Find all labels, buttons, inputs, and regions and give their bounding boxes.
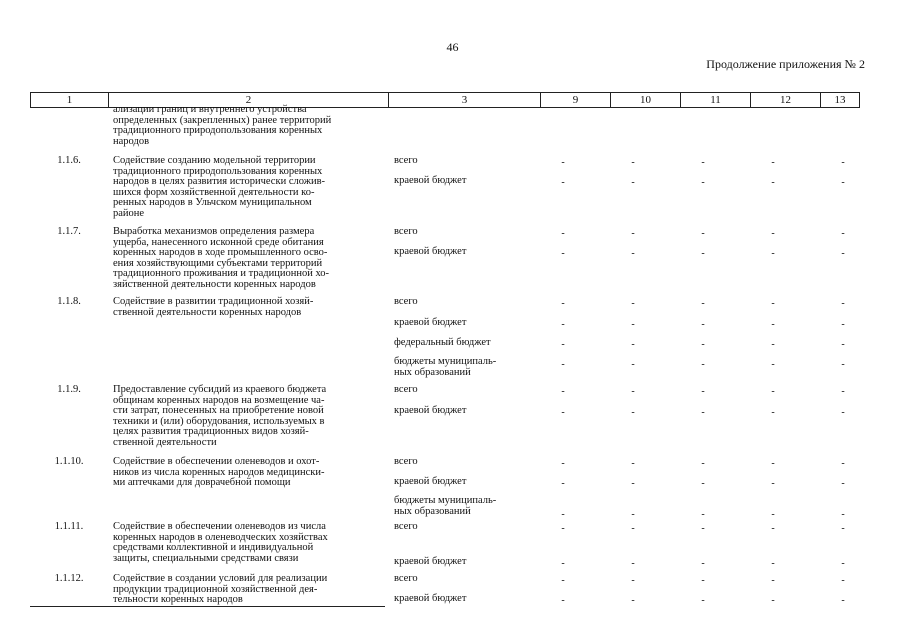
value-dash: - — [631, 458, 635, 469]
source-label: краевой бюджет — [394, 175, 467, 186]
value-dash: - — [841, 509, 845, 520]
col-header-1: 1 — [30, 93, 108, 107]
row-desc-line: тельности коренных народов — [113, 594, 243, 605]
value-dash: - — [841, 478, 845, 489]
row-desc-line: ственной деятельности — [113, 436, 217, 448]
value-dash: - — [701, 523, 705, 534]
continued-desc-line: ализации границ и внутреннего устройства — [113, 104, 307, 115]
value-dash: - — [561, 458, 565, 469]
source-label: всего — [394, 155, 418, 166]
row-desc-line: народов в целях развития исторически сложив- — [113, 176, 326, 187]
value-dash: - — [841, 558, 845, 569]
value-dash: - — [841, 523, 845, 534]
row-desc-line: ми аптечками для доврачебной помощи — [113, 477, 291, 488]
row-number: 1.1.8. — [57, 296, 81, 307]
value-dash: - — [561, 319, 565, 330]
value-dash: - — [841, 339, 845, 350]
value-dash: - — [771, 558, 775, 569]
row-number: 1.1.11. — [54, 521, 84, 532]
row-desc-line: Содействие созданию модельной территории — [113, 155, 316, 166]
source-label: всего — [394, 384, 418, 395]
value-dash: - — [841, 157, 845, 168]
value-dash: - — [561, 228, 565, 239]
row-number: 1.1.6. — [57, 155, 81, 166]
value-dash: - — [841, 407, 845, 418]
value-dash: - — [701, 407, 705, 418]
value-dash: - — [771, 407, 775, 418]
col-header-11: 11 — [680, 93, 750, 107]
value-dash: - — [561, 386, 565, 397]
value-dash: - — [771, 458, 775, 469]
value-dash: - — [771, 509, 775, 520]
value-dash: - — [631, 177, 635, 188]
value-dash: - — [561, 157, 565, 168]
row-number: 1.1.12. — [54, 573, 84, 584]
value-dash: - — [771, 595, 775, 606]
value-dash: - — [771, 575, 775, 586]
value-dash: - — [701, 595, 705, 606]
value-dash: - — [701, 157, 705, 168]
row-desc-line: традиционного природопользования коренных — [113, 165, 323, 177]
value-dash: - — [701, 298, 705, 309]
page-number: 46 — [446, 40, 459, 54]
value-dash: - — [631, 509, 635, 520]
value-dash: - — [771, 523, 775, 534]
source-label: ных образований — [394, 505, 471, 517]
source-label: краевой бюджет — [394, 317, 467, 328]
value-dash: - — [631, 157, 635, 168]
value-dash: - — [561, 523, 565, 534]
source-label: краевой бюджет — [394, 476, 467, 487]
value-dash: - — [841, 458, 845, 469]
value-dash: - — [631, 228, 635, 239]
value-dash: - — [561, 407, 565, 418]
value-dash: - — [631, 478, 635, 489]
col-header-13: 13 — [820, 93, 860, 107]
col-header-2: 2 — [108, 93, 388, 107]
bottom-rule — [30, 606, 385, 607]
source-label: бюджеты муниципаль- — [394, 356, 497, 367]
value-dash: - — [561, 359, 565, 370]
row-desc-line: ственной деятельности коренных народов — [113, 306, 302, 318]
row-desc-line: общинам коренных народов на возмещение ча- — [113, 394, 325, 406]
continued-desc-line: определенных (закрепленных) ранее территорий — [113, 114, 332, 126]
value-dash: - — [701, 509, 705, 520]
value-dash: - — [841, 298, 845, 309]
value-dash: - — [771, 319, 775, 330]
value-dash: - — [631, 575, 635, 586]
value-dash: - — [701, 359, 705, 370]
value-dash: - — [631, 359, 635, 370]
row-desc-line: Содействие в обеспечении оленеводов из числа — [113, 521, 326, 532]
value-dash: - — [771, 157, 775, 168]
continued-desc-line: народов — [113, 135, 150, 147]
value-dash: - — [701, 575, 705, 586]
row-desc-line: районе — [113, 207, 145, 219]
value-dash: - — [701, 386, 705, 397]
row-desc-line: Предоставление субсидий из краевого бюджета — [113, 384, 327, 395]
value-dash: - — [771, 359, 775, 370]
source-label: всего — [394, 456, 418, 467]
col-header-9: 9 — [540, 93, 610, 107]
row-desc-line: ения хозяйствующими субъектами территорий — [113, 257, 323, 269]
source-label: всего — [394, 521, 418, 532]
value-dash: - — [561, 177, 565, 188]
row-desc-line: Содействие в развитии традиционной хозяй- — [113, 296, 314, 307]
source-label: краевой бюджет — [394, 405, 467, 416]
value-dash: - — [841, 359, 845, 370]
row-desc-line: шихся форм хозяйственной деятельности ко- — [113, 186, 315, 198]
value-dash: - — [701, 458, 705, 469]
value-dash: - — [841, 595, 845, 606]
value-dash: - — [771, 177, 775, 188]
source-label: краевой бюджет — [394, 593, 467, 604]
value-dash: - — [631, 523, 635, 534]
value-dash: - — [561, 248, 565, 259]
value-dash: - — [841, 177, 845, 188]
value-dash: - — [701, 177, 705, 188]
source-label: ных образований — [394, 366, 471, 378]
row-desc-line: ущерба, нанесенного исконной среде обитания — [113, 236, 324, 248]
source-label: всего — [394, 573, 418, 584]
row-desc-line: Содействие в обеспечении оленеводов и охот- — [113, 456, 320, 467]
value-dash: - — [631, 298, 635, 309]
value-dash: - — [631, 248, 635, 259]
value-dash: - — [771, 386, 775, 397]
value-dash: - — [631, 595, 635, 606]
row-desc-line: целях развития традиционных видов хозяй- — [113, 426, 309, 437]
value-dash: - — [631, 386, 635, 397]
value-dash: - — [561, 595, 565, 606]
value-dash: - — [771, 478, 775, 489]
row-desc-line: средствами коллективной и индивидуальной — [113, 542, 314, 553]
row-desc-line: ренных народов в Ульчском муниципальном — [113, 197, 312, 208]
value-dash: - — [701, 228, 705, 239]
value-dash: - — [701, 319, 705, 330]
value-dash: - — [701, 478, 705, 489]
source-label: краевой бюджет — [394, 556, 467, 567]
col-header-10: 10 — [610, 93, 680, 107]
row-desc-line: коренных народов в оленеводческих хозяйствах — [113, 531, 328, 543]
value-dash: - — [631, 319, 635, 330]
source-label: краевой бюджет — [394, 246, 467, 257]
col-header-3: 3 — [388, 93, 540, 107]
row-desc-line: ников из числа коренных народов медицински- — [113, 466, 325, 478]
value-dash: - — [841, 386, 845, 397]
row-desc-line: традиционного проживания и традиционной хо- — [113, 268, 330, 279]
row-desc-line: защиты, специальными средствами связи — [113, 552, 299, 564]
value-dash: - — [771, 228, 775, 239]
source-label: всего — [394, 226, 418, 237]
value-dash: - — [841, 228, 845, 239]
source-label: федеральный бюджет — [394, 337, 491, 348]
value-dash: - — [841, 575, 845, 586]
continued-desc-line: традиционного природопользования коренных — [113, 125, 323, 136]
row-number: 1.1.10. — [54, 456, 84, 467]
value-dash: - — [701, 558, 705, 569]
continuation-label: Продолжение приложения № 2 — [706, 57, 865, 71]
value-dash: - — [771, 248, 775, 259]
value-dash: - — [561, 558, 565, 569]
value-dash: - — [561, 575, 565, 586]
row-desc-line: Содействие в создании условий для реализации — [113, 573, 328, 584]
value-dash: - — [561, 509, 565, 520]
value-dash: - — [841, 248, 845, 259]
value-dash: - — [771, 339, 775, 350]
row-desc-line: коренных народов в ходе промышленного осво- — [113, 247, 328, 258]
value-dash: - — [631, 339, 635, 350]
value-dash: - — [561, 339, 565, 350]
source-label: всего — [394, 296, 418, 307]
row-desc-line: сти затрат, понесенных на приобретение новой — [113, 405, 324, 416]
value-dash: - — [631, 558, 635, 569]
row-number: 1.1.7. — [57, 226, 81, 237]
row-desc-line: Выработка механизмов определения размера — [113, 226, 315, 237]
row-number: 1.1.9. — [57, 384, 81, 395]
source-label: бюджеты муниципаль- — [394, 495, 497, 506]
row-desc-line: продукции традиционной хозяйственной дея- — [113, 583, 318, 595]
value-dash: - — [771, 298, 775, 309]
value-dash: - — [841, 319, 845, 330]
value-dash: - — [701, 248, 705, 259]
value-dash: - — [631, 407, 635, 418]
col-header-12: 12 — [750, 93, 820, 107]
value-dash: - — [561, 478, 565, 489]
value-dash: - — [561, 298, 565, 309]
row-desc-line: техники и (или) оборудования, используемых в — [113, 415, 325, 427]
value-dash: - — [701, 339, 705, 350]
row-desc-line: зяйственной деятельности коренных народов — [113, 278, 316, 290]
